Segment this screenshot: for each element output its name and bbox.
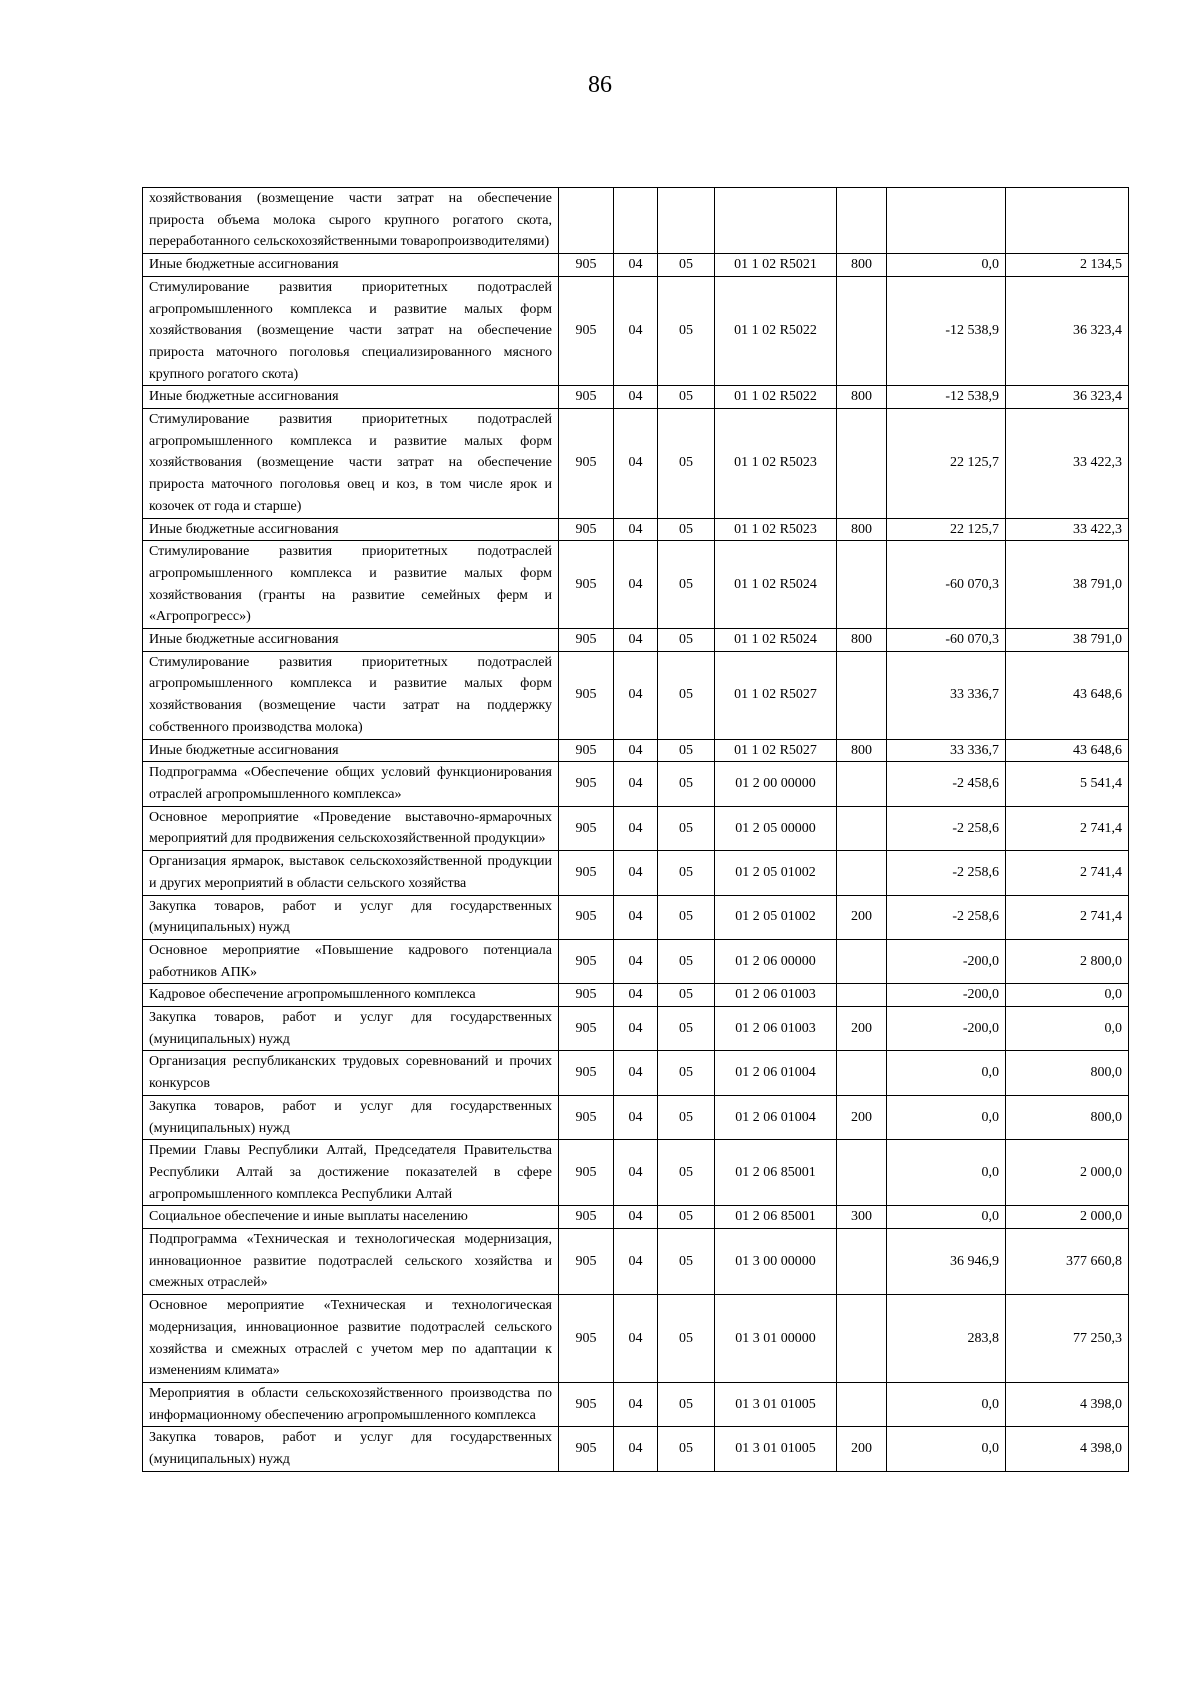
cell-amount-total: 38 791,0 [1006,629,1129,652]
cell-name: Закупка товаров, работ и услуг для государственных (муниципальных) нужд [143,1427,559,1471]
cell-target-article: 01 2 05 01002 [715,851,837,895]
cell-section: 04 [614,629,658,652]
cell-expense-type [837,1382,887,1426]
cell-subsection: 05 [658,1095,715,1139]
cell-name: Основное мероприятие «Техническая и технологическая модернизация, инновационное развитие подотраслей сельского хозяйства и смежных отраслей с учетом мер по адаптации к изменениям климата» [143,1295,559,1383]
cell-amount-change: 22 125,7 [887,518,1006,541]
cell-section: 04 [614,739,658,762]
cell-target-article [715,188,837,254]
cell-amount-change: 22 125,7 [887,409,1006,519]
cell-name: Основное мероприятие «Проведение выставочно-ярмарочных мероприятий для продвижения сельскохозяйственной продукции» [143,806,559,850]
cell-amount-change: -12 538,9 [887,386,1006,409]
cell-name: Иные бюджетные ассигнования [143,518,559,541]
cell-amount-change: 0,0 [887,1140,1006,1206]
cell-target-article: 01 2 06 85001 [715,1206,837,1229]
cell-expense-type [837,541,887,629]
cell-expense-type: 800 [837,518,887,541]
cell-amount-change: -200,0 [887,1007,1006,1051]
cell-admin-code: 905 [559,1095,614,1139]
table-row [143,762,1129,806]
cell-amount-total: 43 648,6 [1006,739,1129,762]
cell-expense-type: 800 [837,629,887,652]
cell-admin-code: 905 [559,895,614,939]
cell-target-article: 01 1 02 R5023 [715,518,837,541]
cell-subsection: 05 [658,254,715,277]
cell-target-article: 01 1 02 R5022 [715,276,837,386]
cell-section: 04 [614,541,658,629]
cell-subsection: 05 [658,1007,715,1051]
cell-amount-change: 33 336,7 [887,739,1006,762]
table-row [143,851,1129,895]
cell-name: Иные бюджетные ассигнования [143,739,559,762]
cell-admin-code: 905 [559,1295,614,1383]
table-row [143,1140,1129,1206]
cell-section: 04 [614,762,658,806]
table-row [143,984,1129,1007]
cell-amount-total: 2 741,4 [1006,851,1129,895]
cell-name: хозяйствования (возмещение части затрат на обеспечение прироста объема молока сырого крупного рогатого скота, переработанного сельскохозяйственными товаропроизводителями) [143,188,559,254]
cell-subsection: 05 [658,276,715,386]
cell-target-article: 01 3 01 01005 [715,1382,837,1426]
cell-subsection: 05 [658,1382,715,1426]
cell-subsection: 05 [658,1427,715,1471]
cell-admin-code: 905 [559,1007,614,1051]
table-row [143,1095,1129,1139]
cell-amount-change: -2 258,6 [887,806,1006,850]
cell-subsection: 05 [658,851,715,895]
cell-section: 04 [614,939,658,983]
cell-section: 04 [614,1007,658,1051]
cell-section: 04 [614,851,658,895]
cell-amount-change: 0,0 [887,1206,1006,1229]
cell-expense-type [837,1140,887,1206]
cell-amount-total: 2 741,4 [1006,806,1129,850]
cell-name: Основное мероприятие «Повышение кадрового потенциала работников АПК» [143,939,559,983]
cell-admin-code: 905 [559,1051,614,1095]
cell-amount-change: -2 258,6 [887,895,1006,939]
cell-subsection: 05 [658,739,715,762]
cell-subsection: 05 [658,806,715,850]
cell-subsection: 05 [658,518,715,541]
cell-subsection: 05 [658,895,715,939]
cell-section: 04 [614,1206,658,1229]
cell-expense-type: 800 [837,254,887,277]
cell-section: 04 [614,1229,658,1295]
cell-subsection: 05 [658,541,715,629]
cell-name: Кадровое обеспечение агропромышленного комплекса [143,984,559,1007]
cell-name: Стимулирование развития приоритетных подотраслей агропромышленного комплекса и развитие малых форм хозяйствования (гранты на развитие семейных ферм и «Агропрогресс») [143,541,559,629]
cell-amount-total: 4 398,0 [1006,1427,1129,1471]
cell-amount-total: 43 648,6 [1006,651,1129,739]
cell-name: Закупка товаров, работ и услуг для государственных (муниципальных) нужд [143,1095,559,1139]
cell-amount-total: 5 541,4 [1006,762,1129,806]
cell-target-article: 01 2 06 01003 [715,984,837,1007]
cell-amount-change: 0,0 [887,1427,1006,1471]
cell-target-article: 01 1 02 R5021 [715,254,837,277]
cell-name: Закупка товаров, работ и услуг для государственных (муниципальных) нужд [143,895,559,939]
cell-expense-type [837,984,887,1007]
cell-name: Иные бюджетные ассигнования [143,254,559,277]
cell-section: 04 [614,895,658,939]
cell-amount-total: 36 323,4 [1006,386,1129,409]
cell-name: Социальное обеспечение и иные выплаты населению [143,1206,559,1229]
table-row [143,739,1129,762]
cell-name: Подпрограмма «Обеспечение общих условий функционирования отраслей агропромышленного комплекса» [143,762,559,806]
cell-expense-type [837,851,887,895]
cell-admin-code [559,188,614,254]
cell-expense-type: 200 [837,1007,887,1051]
cell-section: 04 [614,518,658,541]
cell-subsection: 05 [658,386,715,409]
cell-section: 04 [614,1382,658,1426]
cell-amount-total: 800,0 [1006,1095,1129,1139]
cell-target-article: 01 2 06 01004 [715,1051,837,1095]
cell-subsection: 05 [658,984,715,1007]
table-row [143,1007,1129,1051]
table-row [143,409,1129,519]
cell-admin-code: 905 [559,541,614,629]
table-row [143,1427,1129,1471]
cell-section: 04 [614,254,658,277]
cell-expense-type [837,1295,887,1383]
cell-amount-change: -2 258,6 [887,851,1006,895]
cell-admin-code: 905 [559,1427,614,1471]
cell-amount-total: 800,0 [1006,1051,1129,1095]
cell-amount-total: 2 000,0 [1006,1206,1129,1229]
cell-section: 04 [614,1140,658,1206]
cell-amount-total: 33 422,3 [1006,518,1129,541]
table-body [143,188,1129,1472]
table-row [143,1229,1129,1295]
table-row [143,1295,1129,1383]
cell-amount-total: 77 250,3 [1006,1295,1129,1383]
cell-admin-code: 905 [559,276,614,386]
cell-name: Иные бюджетные ассигнования [143,386,559,409]
cell-expense-type: 200 [837,1427,887,1471]
cell-expense-type [837,806,887,850]
cell-target-article: 01 1 02 R5022 [715,386,837,409]
cell-amount-change: 283,8 [887,1295,1006,1383]
cell-expense-type [837,1051,887,1095]
cell-amount-change: -60 070,3 [887,541,1006,629]
cell-subsection: 05 [658,1295,715,1383]
cell-amount-total: 4 398,0 [1006,1382,1129,1426]
cell-target-article: 01 3 00 00000 [715,1229,837,1295]
cell-subsection [658,188,715,254]
cell-section: 04 [614,1051,658,1095]
budget-table [142,187,1129,1472]
cell-target-article: 01 3 01 01005 [715,1427,837,1471]
cell-section: 04 [614,409,658,519]
cell-section: 04 [614,1095,658,1139]
cell-amount-total: 36 323,4 [1006,276,1129,386]
cell-section: 04 [614,276,658,386]
cell-amount-change: -200,0 [887,939,1006,983]
cell-admin-code: 905 [559,409,614,519]
cell-name: Иные бюджетные ассигнования [143,629,559,652]
cell-admin-code: 905 [559,386,614,409]
cell-admin-code: 905 [559,1206,614,1229]
cell-admin-code: 905 [559,518,614,541]
cell-amount-total [1006,188,1129,254]
cell-expense-type [837,939,887,983]
table-row [143,651,1129,739]
cell-section: 04 [614,386,658,409]
table-row [143,629,1129,652]
cell-expense-type: 200 [837,895,887,939]
cell-amount-change [887,188,1006,254]
cell-admin-code: 905 [559,984,614,1007]
cell-amount-change: 0,0 [887,254,1006,277]
cell-target-article: 01 1 02 R5027 [715,739,837,762]
cell-admin-code: 905 [559,254,614,277]
cell-name: Стимулирование развития приоритетных подотраслей агропромышленного комплекса и развитие малых форм хозяйствования (возмещение части затрат на поддержку собственного производства молока) [143,651,559,739]
cell-admin-code: 905 [559,851,614,895]
cell-section: 04 [614,651,658,739]
cell-amount-change: 33 336,7 [887,651,1006,739]
cell-amount-total: 2 741,4 [1006,895,1129,939]
cell-amount-total: 33 422,3 [1006,409,1129,519]
cell-admin-code: 905 [559,739,614,762]
table-row [143,1382,1129,1426]
cell-target-article: 01 2 00 00000 [715,762,837,806]
cell-amount-total: 0,0 [1006,1007,1129,1051]
cell-name: Организация ярмарок, выставок сельскохозяйственной продукции и других мероприятий в области сельского хозяйства [143,851,559,895]
cell-admin-code: 905 [559,762,614,806]
cell-amount-change: -12 538,9 [887,276,1006,386]
cell-admin-code: 905 [559,1229,614,1295]
cell-target-article: 01 1 02 R5023 [715,409,837,519]
table-row [143,188,1129,254]
cell-expense-type [837,276,887,386]
table-row [143,895,1129,939]
table-row [143,518,1129,541]
cell-amount-total: 2 800,0 [1006,939,1129,983]
cell-section: 04 [614,984,658,1007]
cell-amount-total: 2 000,0 [1006,1140,1129,1206]
cell-amount-change: -60 070,3 [887,629,1006,652]
cell-subsection: 05 [658,1140,715,1206]
cell-expense-type [837,409,887,519]
cell-section [614,188,658,254]
cell-target-article: 01 2 05 00000 [715,806,837,850]
cell-amount-change: 0,0 [887,1382,1006,1426]
cell-admin-code: 905 [559,1382,614,1426]
cell-amount-change: 0,0 [887,1095,1006,1139]
cell-amount-total: 377 660,8 [1006,1229,1129,1295]
table-row [143,541,1129,629]
cell-name: Мероприятия в области сельскохозяйственного производства по информационному обеспечению агропромышленного комплекса [143,1382,559,1426]
table-row [143,276,1129,386]
cell-section: 04 [614,806,658,850]
cell-target-article: 01 2 06 01003 [715,1007,837,1051]
cell-subsection: 05 [658,1206,715,1229]
table-row [143,254,1129,277]
table-row [143,1206,1129,1229]
cell-amount-change: 36 946,9 [887,1229,1006,1295]
cell-subsection: 05 [658,629,715,652]
cell-name: Подпрограмма «Техническая и технологическая модернизация, инновационное развитие подотраслей сельского хозяйства и смежных отраслей» [143,1229,559,1295]
cell-subsection: 05 [658,1229,715,1295]
cell-subsection: 05 [658,1051,715,1095]
page-number: 86 [588,72,612,98]
cell-name: Организация республиканских трудовых соревнований и прочих конкурсов [143,1051,559,1095]
cell-admin-code: 905 [559,806,614,850]
cell-amount-total: 0,0 [1006,984,1129,1007]
cell-admin-code: 905 [559,629,614,652]
cell-admin-code: 905 [559,939,614,983]
cell-expense-type [837,762,887,806]
table-row [143,386,1129,409]
cell-expense-type [837,1229,887,1295]
cell-amount-change: 0,0 [887,1051,1006,1095]
cell-target-article: 01 2 05 01002 [715,895,837,939]
cell-section: 04 [614,1295,658,1383]
table-row [143,1051,1129,1095]
table-row [143,806,1129,850]
cell-amount-total: 2 134,5 [1006,254,1129,277]
cell-target-article: 01 1 02 R5024 [715,629,837,652]
cell-target-article: 01 2 06 01004 [715,1095,837,1139]
cell-subsection: 05 [658,409,715,519]
cell-target-article: 01 1 02 R5024 [715,541,837,629]
cell-expense-type: 800 [837,739,887,762]
cell-expense-type: 200 [837,1095,887,1139]
cell-subsection: 05 [658,651,715,739]
cell-name: Стимулирование развития приоритетных подотраслей агропромышленного комплекса и развитие малых форм хозяйствования (возмещение части затрат на обеспечение прироста маточного поголовья овец и коз, в том числе ярок и козочек от года и старше) [143,409,559,519]
cell-name: Премии Главы Республики Алтай, Председателя Правительства Республики Алтай за достижение показателей в сфере агропромышленного комплекса Республики Алтай [143,1140,559,1206]
cell-target-article: 01 3 01 00000 [715,1295,837,1383]
table-row [143,939,1129,983]
cell-amount-total: 38 791,0 [1006,541,1129,629]
cell-target-article: 01 2 06 00000 [715,939,837,983]
cell-expense-type: 800 [837,386,887,409]
cell-target-article: 01 1 02 R5027 [715,651,837,739]
cell-expense-type [837,188,887,254]
cell-section: 04 [614,1427,658,1471]
cell-subsection: 05 [658,939,715,983]
cell-target-article: 01 2 06 85001 [715,1140,837,1206]
cell-subsection: 05 [658,762,715,806]
cell-amount-change: -2 458,6 [887,762,1006,806]
cell-name: Закупка товаров, работ и услуг для государственных (муниципальных) нужд [143,1007,559,1051]
cell-admin-code: 905 [559,651,614,739]
cell-expense-type [837,651,887,739]
cell-admin-code: 905 [559,1140,614,1206]
cell-amount-change: -200,0 [887,984,1006,1007]
cell-name: Стимулирование развития приоритетных подотраслей агропромышленного комплекса и развитие малых форм хозяйствования (возмещение части затрат на обеспечение прироста маточного поголовья специализированного мясного крупного рогатого скота) [143,276,559,386]
cell-expense-type: 300 [837,1206,887,1229]
